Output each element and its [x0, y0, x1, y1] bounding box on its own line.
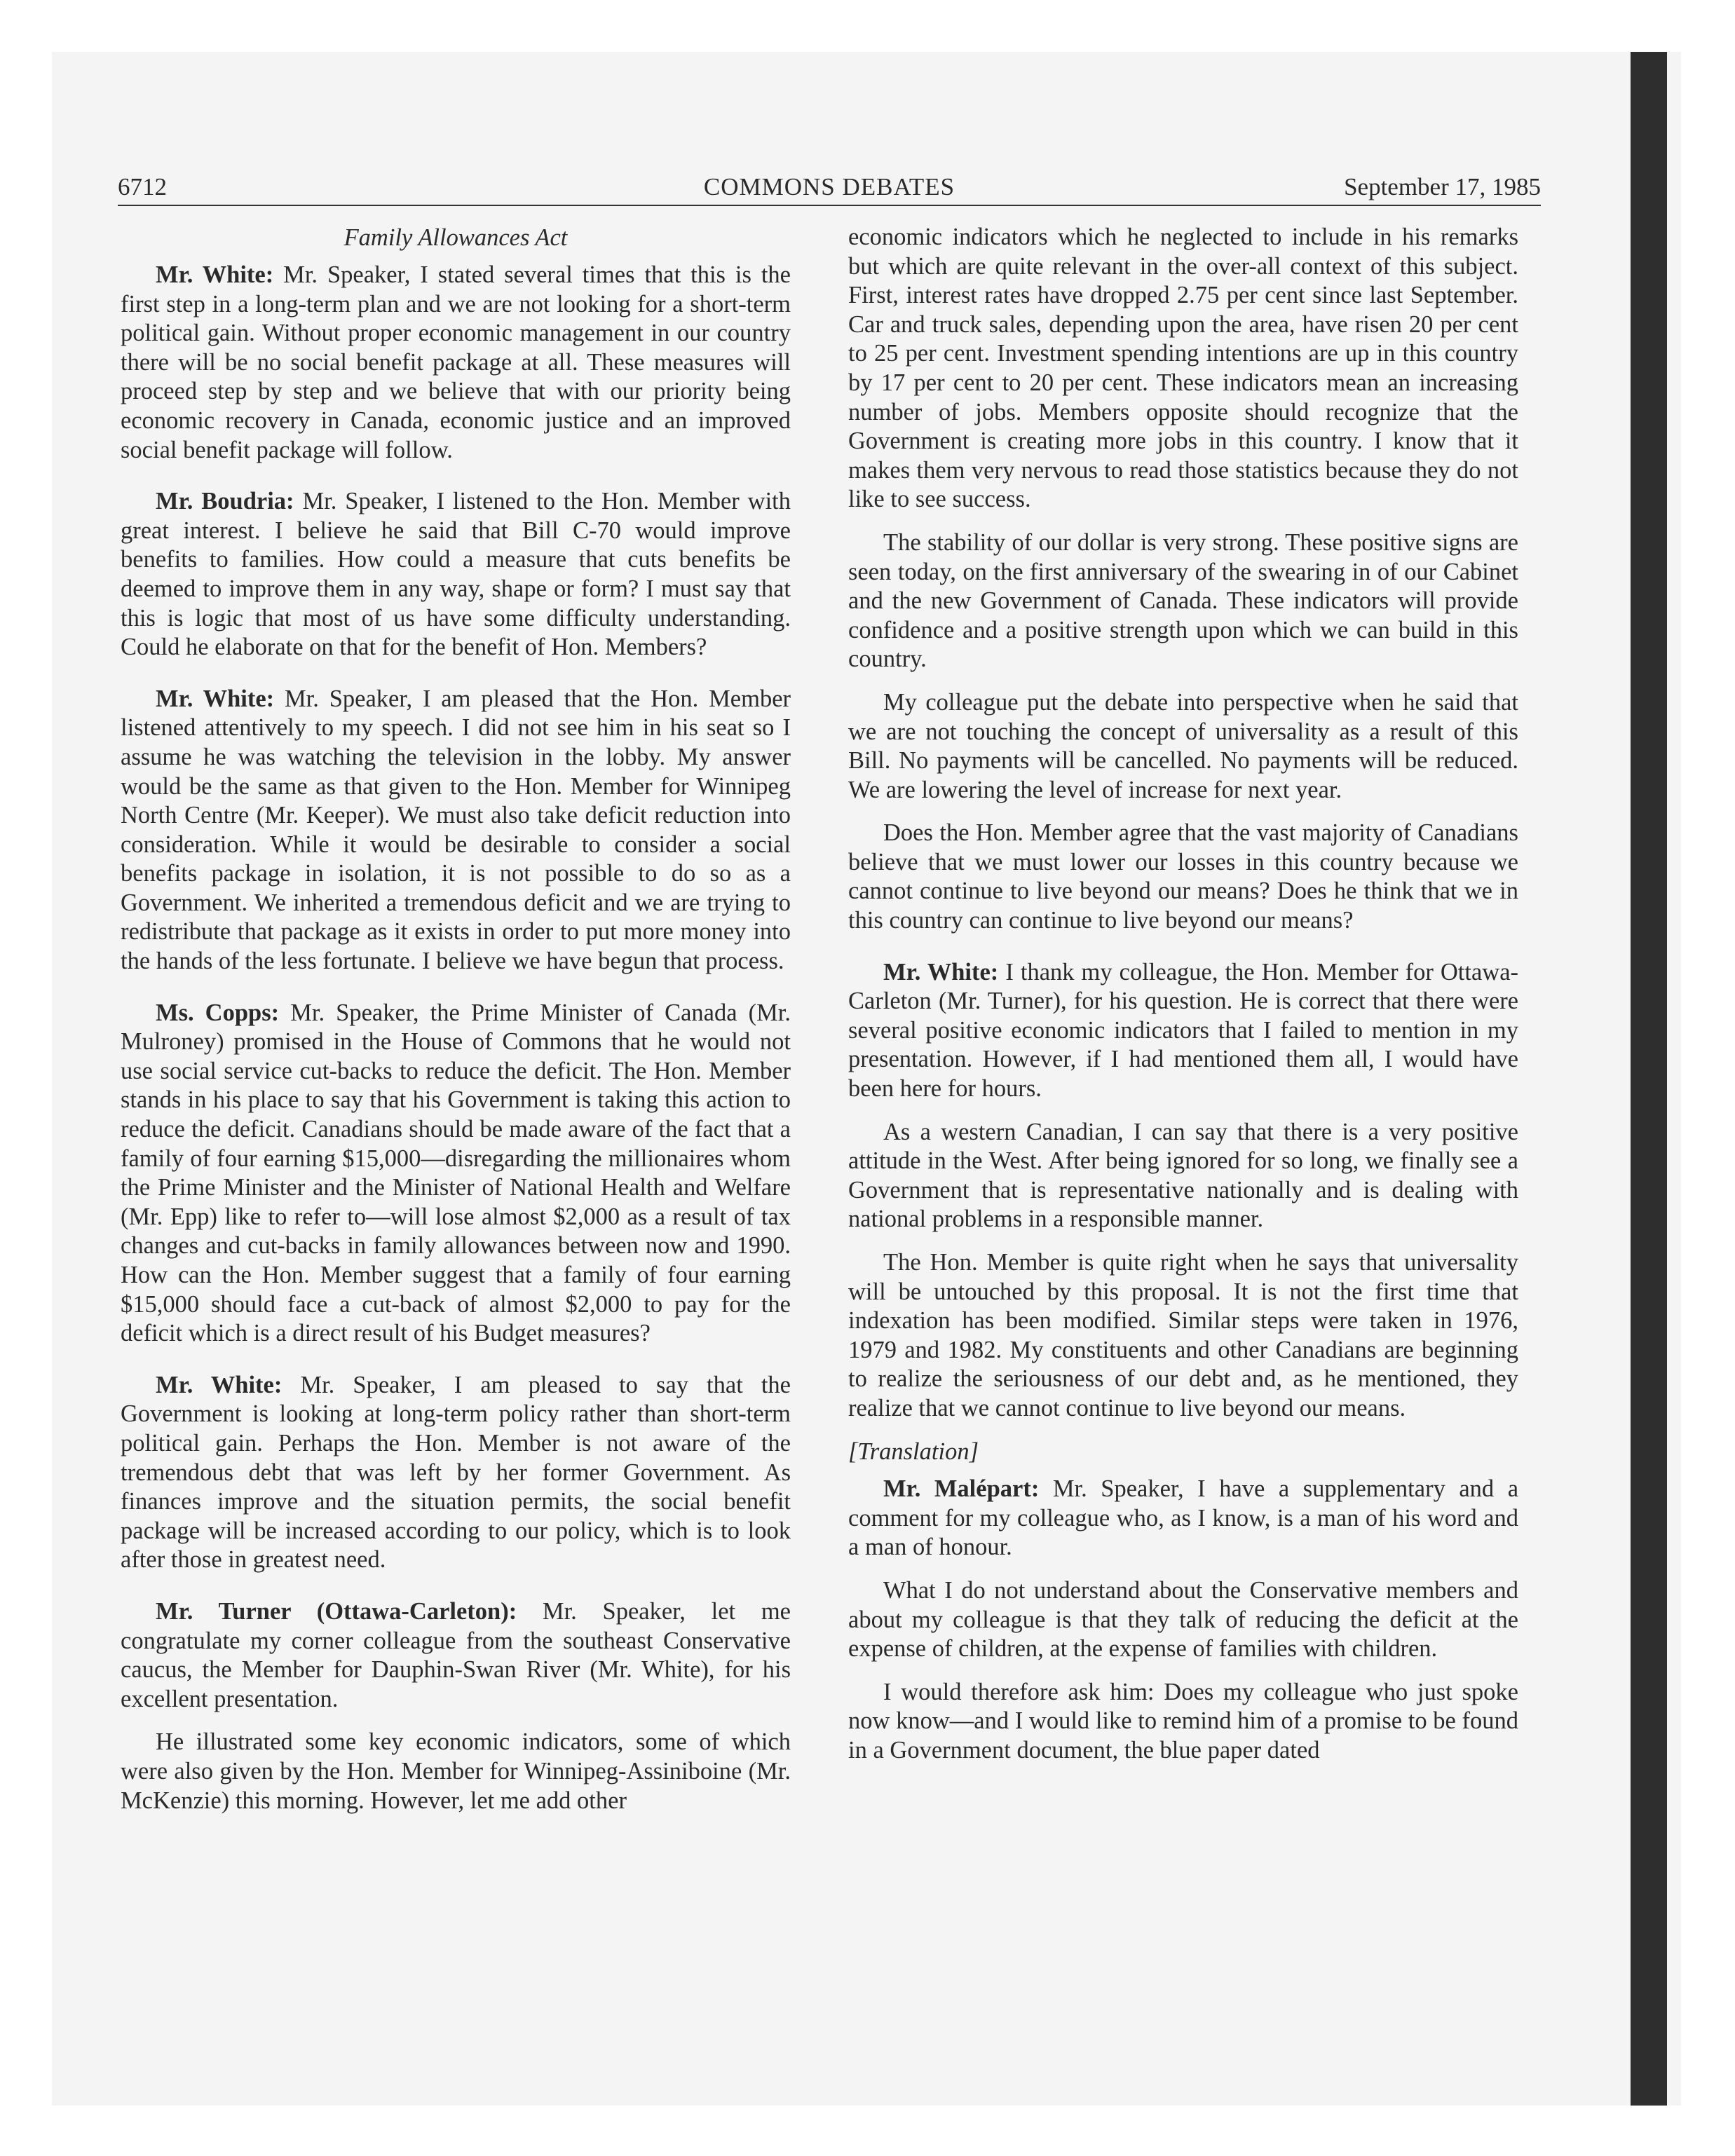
paragraph-text: Mr. Speaker, I am pleased that the Hon. Member listened attentively to my speech. I did not see him in his seat so I assume he was watching the television in the lobby. My answer would be the same as that given to the Hon. Member for Winnipeg North Centre (Mr. Keeper). We must also take deficit reduction into consideration. While it would be desirable to consider a social benefits package in isolation, it is not possible to do so as a Government. We inherited a tremendous deficit and we are trying to redistribute that package as it exists in order to put more money into the hands of the less fortunate. I believe we have begun that process. [121, 685, 791, 975]
speaker-name: Mr. Turner (Ottawa-Carleton): [156, 1597, 517, 1625]
speech-paragraph [121, 261, 791, 465]
paragraph-text: The Hon. Member is quite right when he says that universality will be untouched by this proposal. It is not the first time that indexation has been modified. Similar steps were taken in 1976, 1979 and 1982. My constituents and other Canadians are beginning to realize the seriousness of our debt and, as he mentioned, they realize that we cannot continue to live beyond our means. [848, 1249, 1518, 1421]
paragraph-text: Mr. Speaker, I stated several times that this is the first step in a long-term plan and we are not looking for a short-term political gain. Without proper economic management in our country there will be no social benefit package at all. These measures will proceed step by step and we believe that with our priority being economic recovery in Canada, economic justice and an improved social benefit package will follow. [121, 261, 791, 463]
speech-paragraph [848, 528, 1518, 674]
paragraph-text: My colleague put the debate into perspective when he said that we are not touching the concept of universality as a result of this Bill. No payments will be cancelled. No payments will be reduced. We are lowering the level of increase for next year. [848, 688, 1518, 803]
speech-paragraph [848, 1475, 1518, 1562]
speaker-name: Mr. Malépart: [883, 1475, 1040, 1503]
speech-paragraph [848, 688, 1518, 805]
speech-paragraph [121, 1728, 791, 1815]
translation-marker [848, 1438, 1518, 1467]
speech-paragraph [848, 1118, 1518, 1234]
speaker-name: Mr. White: [883, 958, 999, 985]
speech-paragraph [121, 487, 791, 662]
speech-paragraph [848, 1576, 1518, 1664]
paragraph-text: I thank my colleague, the Hon. Member for Ottawa-Carleton (Mr. Turner), for his question. He is correct that there were several positive economic indicators that I failed to mention in my presentation. However, if I had mentioned them all, I would have been here for hours. [848, 958, 1518, 1103]
right-column [848, 223, 1518, 1780]
paragraph-text: Mr. Speaker, I have a supplementary and a comment for my colleague who, as I know, is a man of his word and a man of honour. [848, 1475, 1519, 1561]
page-header [118, 170, 1541, 205]
speaker-name: Ms. Copps: [156, 999, 280, 1026]
speaker-name: Mr. Boudria: [156, 488, 294, 515]
speech-paragraph [121, 685, 791, 976]
speaker-name: Mr. White: [156, 685, 275, 712]
paragraph-text: As a western Canadian, I can say that there is a very positive attitude in the West. After being ignored for so long, we finally see a Government that is representative nationally and is dealing with national problems in a responsible manner. [848, 1118, 1518, 1233]
paragraph-text: I would therefore ask him: Does my colleague who just spoke now know—and I would like to remind him of a promise to be found in a Government document, the blue paper dated [848, 1678, 1518, 1763]
paragraph-text: Mr. Speaker, the Prime Minister of Canada (Mr. Mulroney) promised in the House of Commons that he would not use social service cut-backs to reduce the deficit. The Hon. Member stands in his place to say that his Government is taking this action to reduce the deficit. Canadians should be made aware of the fact that a family of four earning $15,000—disregarding the millionaires whom the Prime Minister and the Minister of National Health and Welfare (Mr. Epp) like to refer to—will lose almost $2,000 as a result of tax changes and cut-backs in family allowances between now and 1990. How can the Hon. Member suggest that a family of four earning $15,000 should face a cut-back of almost $2,000 to pay for the deficit which is a direct result of his Budget measures? [121, 999, 791, 1347]
speech-paragraph [121, 1371, 791, 1575]
publication-date: September 17, 1985 [1344, 173, 1541, 200]
paragraph-text: economic indicators which he neglected to include in his remarks but which are quite relevant in the over-all context of this subject. First, interest rates have dropped 2.75 per cent since last September. Car and truck sales, depending upon the area, have risen 20 per cent to 25 per cent. Investment spending intentions are up in this country by 17 per cent to 20 per cent. These indicators mean an increasing number of jobs. Members opposite should recognize that the Government is creating more jobs in this country. I know that it makes them very nervous to read those statistics because they do not like to see success. [848, 224, 1518, 513]
publication-title: COMMONS DEBATES [703, 173, 955, 200]
translation-label: [Translation] [848, 1438, 979, 1465]
speaker-name: Mr. White: [156, 1371, 283, 1398]
speaker-name: Mr. White: [156, 261, 274, 288]
speech-paragraph [848, 958, 1518, 1104]
paragraph-text: The stability of our dollar is very strong. These positive signs are seen today, on the first anniversary of the swearing in of our Cabinet and the new Government of Canada. These indicators will provide confidence and a positive strength upon which we can build in this country. [848, 528, 1518, 673]
binding-edge [1631, 52, 1667, 2106]
speech-paragraph [121, 1597, 791, 1714]
paragraph-text: He illustrated some key economic indicators, some of which were also given by the Hon. Member for Winnipeg-Assiniboine (Mr. McKenzie) this morning. However, let me add other [121, 1728, 791, 1814]
speech-paragraph [848, 819, 1518, 935]
speech-paragraph [848, 1248, 1518, 1424]
header-rule [118, 205, 1541, 206]
paragraph-text: Mr. Speaker, let me congratulate my corner colleague from the southeast Conservative caucus, the Member for Dauphin-Swan River (Mr. White), for his excellent presentation. [121, 1597, 791, 1712]
speech-paragraph [848, 1678, 1518, 1766]
paragraph-text: Does the Hon. Member agree that the vast majority of Canadians believe that we must lower our losses in this country because we cannot continue to live beyond our means? Does he think that we in this country can continue to live beyond our means? [848, 819, 1518, 934]
paragraph-text: Mr. Speaker, I am pleased to say that the Government is looking at long-term policy rather than short-term political gain. Perhaps the Hon. Member is not aware of the tremendous debt that was left by her former Government. As finances improve and the situation permits, the social benefit package will be increased according to our policy, which is to look after those in greatest need. [121, 1371, 791, 1574]
paragraph-text: What I do not understand about the Conservative members and about my colleague is that they talk of reducing the deficit at the expense of children, at the expense of families with children. [848, 1576, 1518, 1663]
left-column [121, 223, 791, 1829]
page-number: 6712 [118, 173, 167, 200]
speech-paragraph [121, 999, 791, 1349]
speech-paragraph [848, 223, 1518, 514]
paragraph-text: Mr. Speaker, I listened to the Hon. Member with great interest. I believe he said that Bill C-70 would improve benefits to families. How could a measure that cuts benefits be deemed to improve them in any way, shape or form? I must say that this is logic that most of us have some difficulty understanding. Could he elaborate on that for the benefit of Hon. Members? [121, 488, 791, 661]
section-subtitle: Family Allowances Act [343, 224, 568, 251]
